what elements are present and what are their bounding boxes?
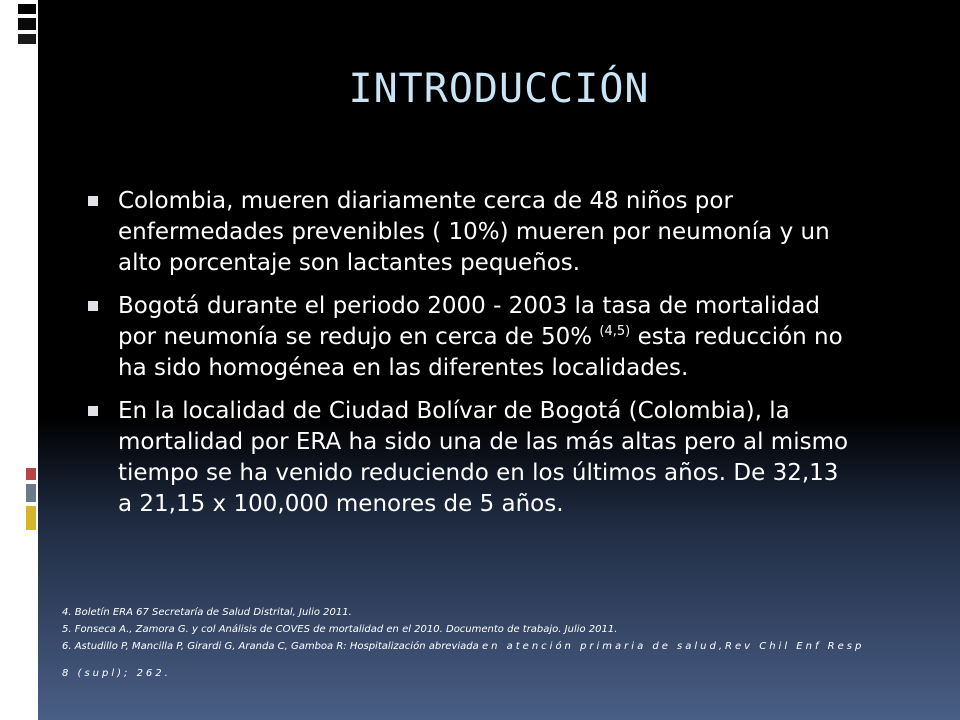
slide-title: INTRODUCCIÓN xyxy=(348,66,650,112)
top-bar-3 xyxy=(18,34,36,44)
bullet-text: En la localidad de Ciudad Bolívar de Bogotá (Colombia), la mortalidad por ERA ha sido una de las más altas pero al mismo tiempo se ha venido reduciendo en los últimos años. De 32,13 a 21,15 x 100,000 menores de 5 años. xyxy=(118,398,849,517)
reference-4: 4. Boletín ERA 67 Secretaría de Salud Distrital, Julio 2011. xyxy=(62,607,352,618)
decorative-bars xyxy=(0,0,38,720)
bullet-text: Colombia, mueren diariamente cerca de 48 niños por enfermedades prevenibles ( 10%) mueren por neumonía y un alto porcentaje son lactantes pequeños. xyxy=(118,188,830,276)
top-bar-2 xyxy=(18,18,36,30)
citation-superscript: (4,5) xyxy=(599,324,631,339)
bullet-item-ciudad-bolivar xyxy=(84,396,854,520)
square-bullet-icon xyxy=(88,196,98,206)
references xyxy=(62,604,942,682)
reference-6-start: 6. Astudillo P, Mancilla P, Girardi G, Aranda C, Gamboa R: Hospitalización abreviada xyxy=(62,641,479,652)
reference-6-end: 8 (supl); 262. xyxy=(62,668,171,679)
square-bullet-icon xyxy=(88,406,98,416)
accent-bar-gray xyxy=(26,484,36,502)
reference-6-spaced: en atención primaria de salud,Rev Chil Enf Resp xyxy=(481,641,865,652)
accent-bar-red xyxy=(26,468,36,480)
bullet-text: Bogotá durante el periodo 2000 - 2003 la tasa de mortalidad por neumonía se redujo en cerca de 50% xyxy=(118,293,821,350)
bullet-text-continued: esta reducción no ha sido homogénea en las diferentes localidades. xyxy=(118,324,843,381)
bullet-item-colombia xyxy=(84,186,854,279)
bullet-item-bogota xyxy=(84,291,854,384)
square-bullet-icon xyxy=(88,301,98,311)
top-bar-1 xyxy=(18,4,36,14)
accent-bar-gold xyxy=(26,506,36,530)
reference-6 xyxy=(62,638,942,655)
reference-5: 5. Fonseca A., Zamora G. y col Análisis de COVES de mortalidad en el 2010. Documento de trabajo. Julio 2011. xyxy=(62,624,618,635)
bullet-list xyxy=(84,186,854,532)
